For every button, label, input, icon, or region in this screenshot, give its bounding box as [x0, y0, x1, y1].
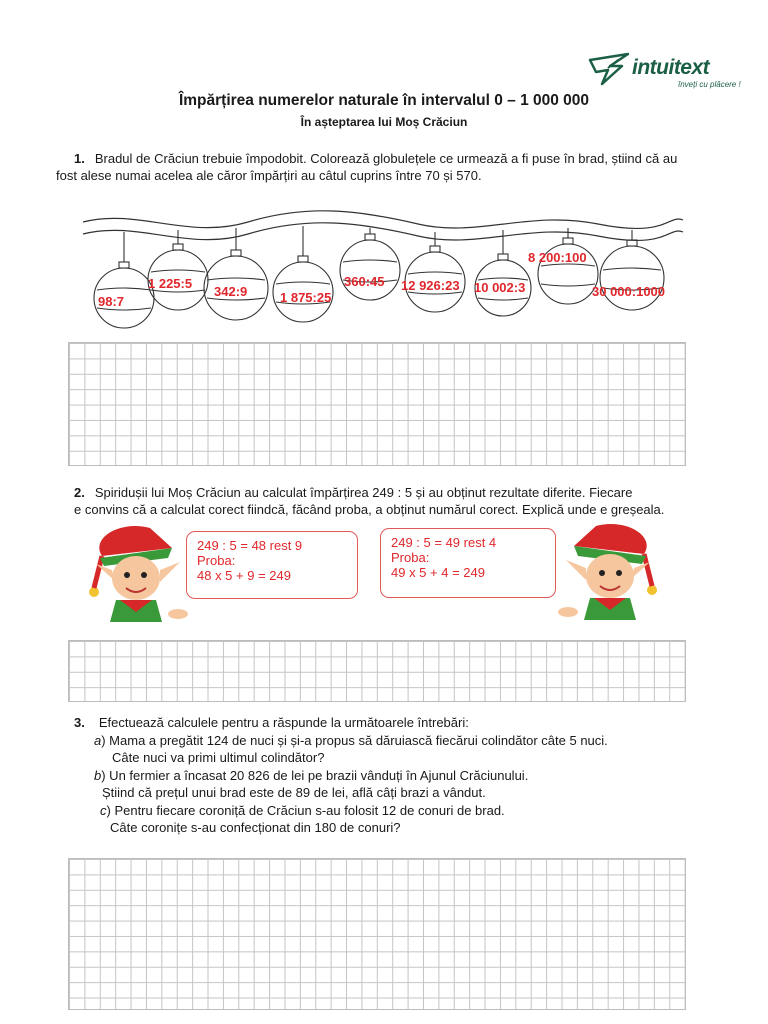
exercise1-text	[56, 150, 746, 184]
ornament-band	[207, 278, 265, 280]
page-title: Împărțirea numerelor naturale în intervalul 0 – 1 000 000	[178, 92, 590, 109]
exercise3-c-line2: Câte coronițe s-au confecționat din 180 de conuri?	[110, 820, 401, 835]
exercise1-line1	[56, 150, 746, 167]
elf-left-answer-box	[186, 531, 358, 599]
left-box-line1: 249 : 5 = 48 rest 9	[197, 538, 303, 553]
ornament-cap	[498, 254, 508, 260]
ornament-label: 1 875:25	[280, 290, 332, 305]
answer-grid-2[interactable]	[68, 640, 686, 702]
left-box-line3: 48 x 5 + 9 = 249	[197, 568, 291, 583]
ornament-band	[478, 298, 528, 300]
exercise3-b-line2: Știind că prețul unui brad este de 89 de lei, află câți brazi a vândut.	[102, 785, 486, 800]
ornament-label: 8 200:100	[528, 250, 587, 265]
exercise1-line1-text: Bradul de Crăciun trebuie împodobit. Colorează globulețele ce urmează a fi puse în brad, știind că au	[94, 151, 678, 166]
answer-grid-1[interactable]	[68, 342, 686, 466]
ornament-cap	[231, 250, 241, 256]
answer-grid-3[interactable]	[68, 858, 686, 1010]
exercise3-intro: Efectuează calculele pentru a răspunde la următoarele întrebări:	[98, 715, 469, 730]
logo-text: intuitext	[632, 56, 710, 79]
ornament-cap	[173, 244, 183, 250]
exercise3-a-label: a	[94, 732, 102, 748]
exercise3-c-line1: ) Pentru fiecare coroniță de Crăciun s-au folosit 12 de conuri de brad.	[106, 802, 505, 818]
exercise2-number: 2.	[74, 485, 85, 500]
ornament-band	[408, 272, 462, 274]
exercise3-a-line1: ) Mama a pregătit 124 de nuci și și-a propus să dăruiască fiecărui colindător câte 5 nuci.	[101, 732, 608, 748]
exercise3-number: 3.	[74, 715, 85, 730]
right-box-line3: 49 x 5 + 4 = 249	[391, 565, 485, 580]
elf-left-illustration	[80, 518, 190, 626]
exercise2-line2: e convins că a calculat corect fiindcă, făcând proba, a obținut numărul corect. Explică unde e greșeala.	[74, 502, 665, 517]
ornament-cap	[119, 262, 129, 268]
ornament-cap	[430, 246, 440, 252]
exercise1-number: 1.	[74, 151, 85, 166]
ornament-band	[276, 282, 330, 284]
christmas-ornaments-illustration	[78, 210, 688, 340]
exercise1-line2: fost alese numai acelea ale căror împărțiri au câtul cuprins între 70 și 570.	[56, 168, 482, 183]
exercise3-b-label: b	[94, 767, 102, 783]
ornament-band	[97, 288, 151, 290]
exercise3-c-label: c	[100, 802, 107, 818]
exercise3-text	[74, 714, 754, 837]
ornament-label: 1 225:5	[148, 276, 193, 291]
logo-tagline: înveți cu plăcere !	[678, 80, 741, 89]
ornament-cap	[563, 238, 573, 244]
ornament-band	[151, 270, 205, 272]
exercise2-line1: Spiridușii lui Moș Crăciun au calculat împărțirea 249 : 5 și au obținut rezultate diferite. Fiecare	[94, 485, 633, 500]
right-box-line1: 249 : 5 = 49 rest 4	[391, 535, 497, 550]
ornament-band	[343, 260, 397, 262]
ornament-label: 30 000:1000	[592, 284, 666, 299]
ornament-ball	[600, 246, 664, 310]
ornament-label: 12 926:23	[401, 278, 460, 293]
ornament-label: 360:45	[344, 274, 385, 289]
page-subtitle: În așteptarea lui Moș Crăciun	[300, 115, 468, 129]
elf-right-illustration	[556, 516, 666, 624]
exercise3-a-line2: Câte nuci va primi ultimul colindător?	[112, 750, 325, 765]
exercise2-text	[56, 484, 756, 518]
ornament-label: 10 002:3	[474, 280, 526, 295]
ornament-band	[541, 284, 595, 286]
right-box-line2: Proba:	[391, 550, 430, 565]
ornament-cap	[298, 256, 308, 262]
exercise3-b-line1: ) Un fermier a încasat 20 826 de lei pe brazii vânduți în Ajunul Crăciunului.	[101, 767, 529, 783]
ornament-label: 342:9	[214, 284, 248, 299]
ornament-ball	[340, 240, 400, 300]
left-box-line2: Proba:	[197, 553, 236, 568]
ornament-band	[603, 268, 661, 270]
ornament-cap	[365, 234, 375, 240]
elf-right-answer-box	[380, 528, 556, 598]
ornament-label: 98:7	[98, 294, 125, 309]
